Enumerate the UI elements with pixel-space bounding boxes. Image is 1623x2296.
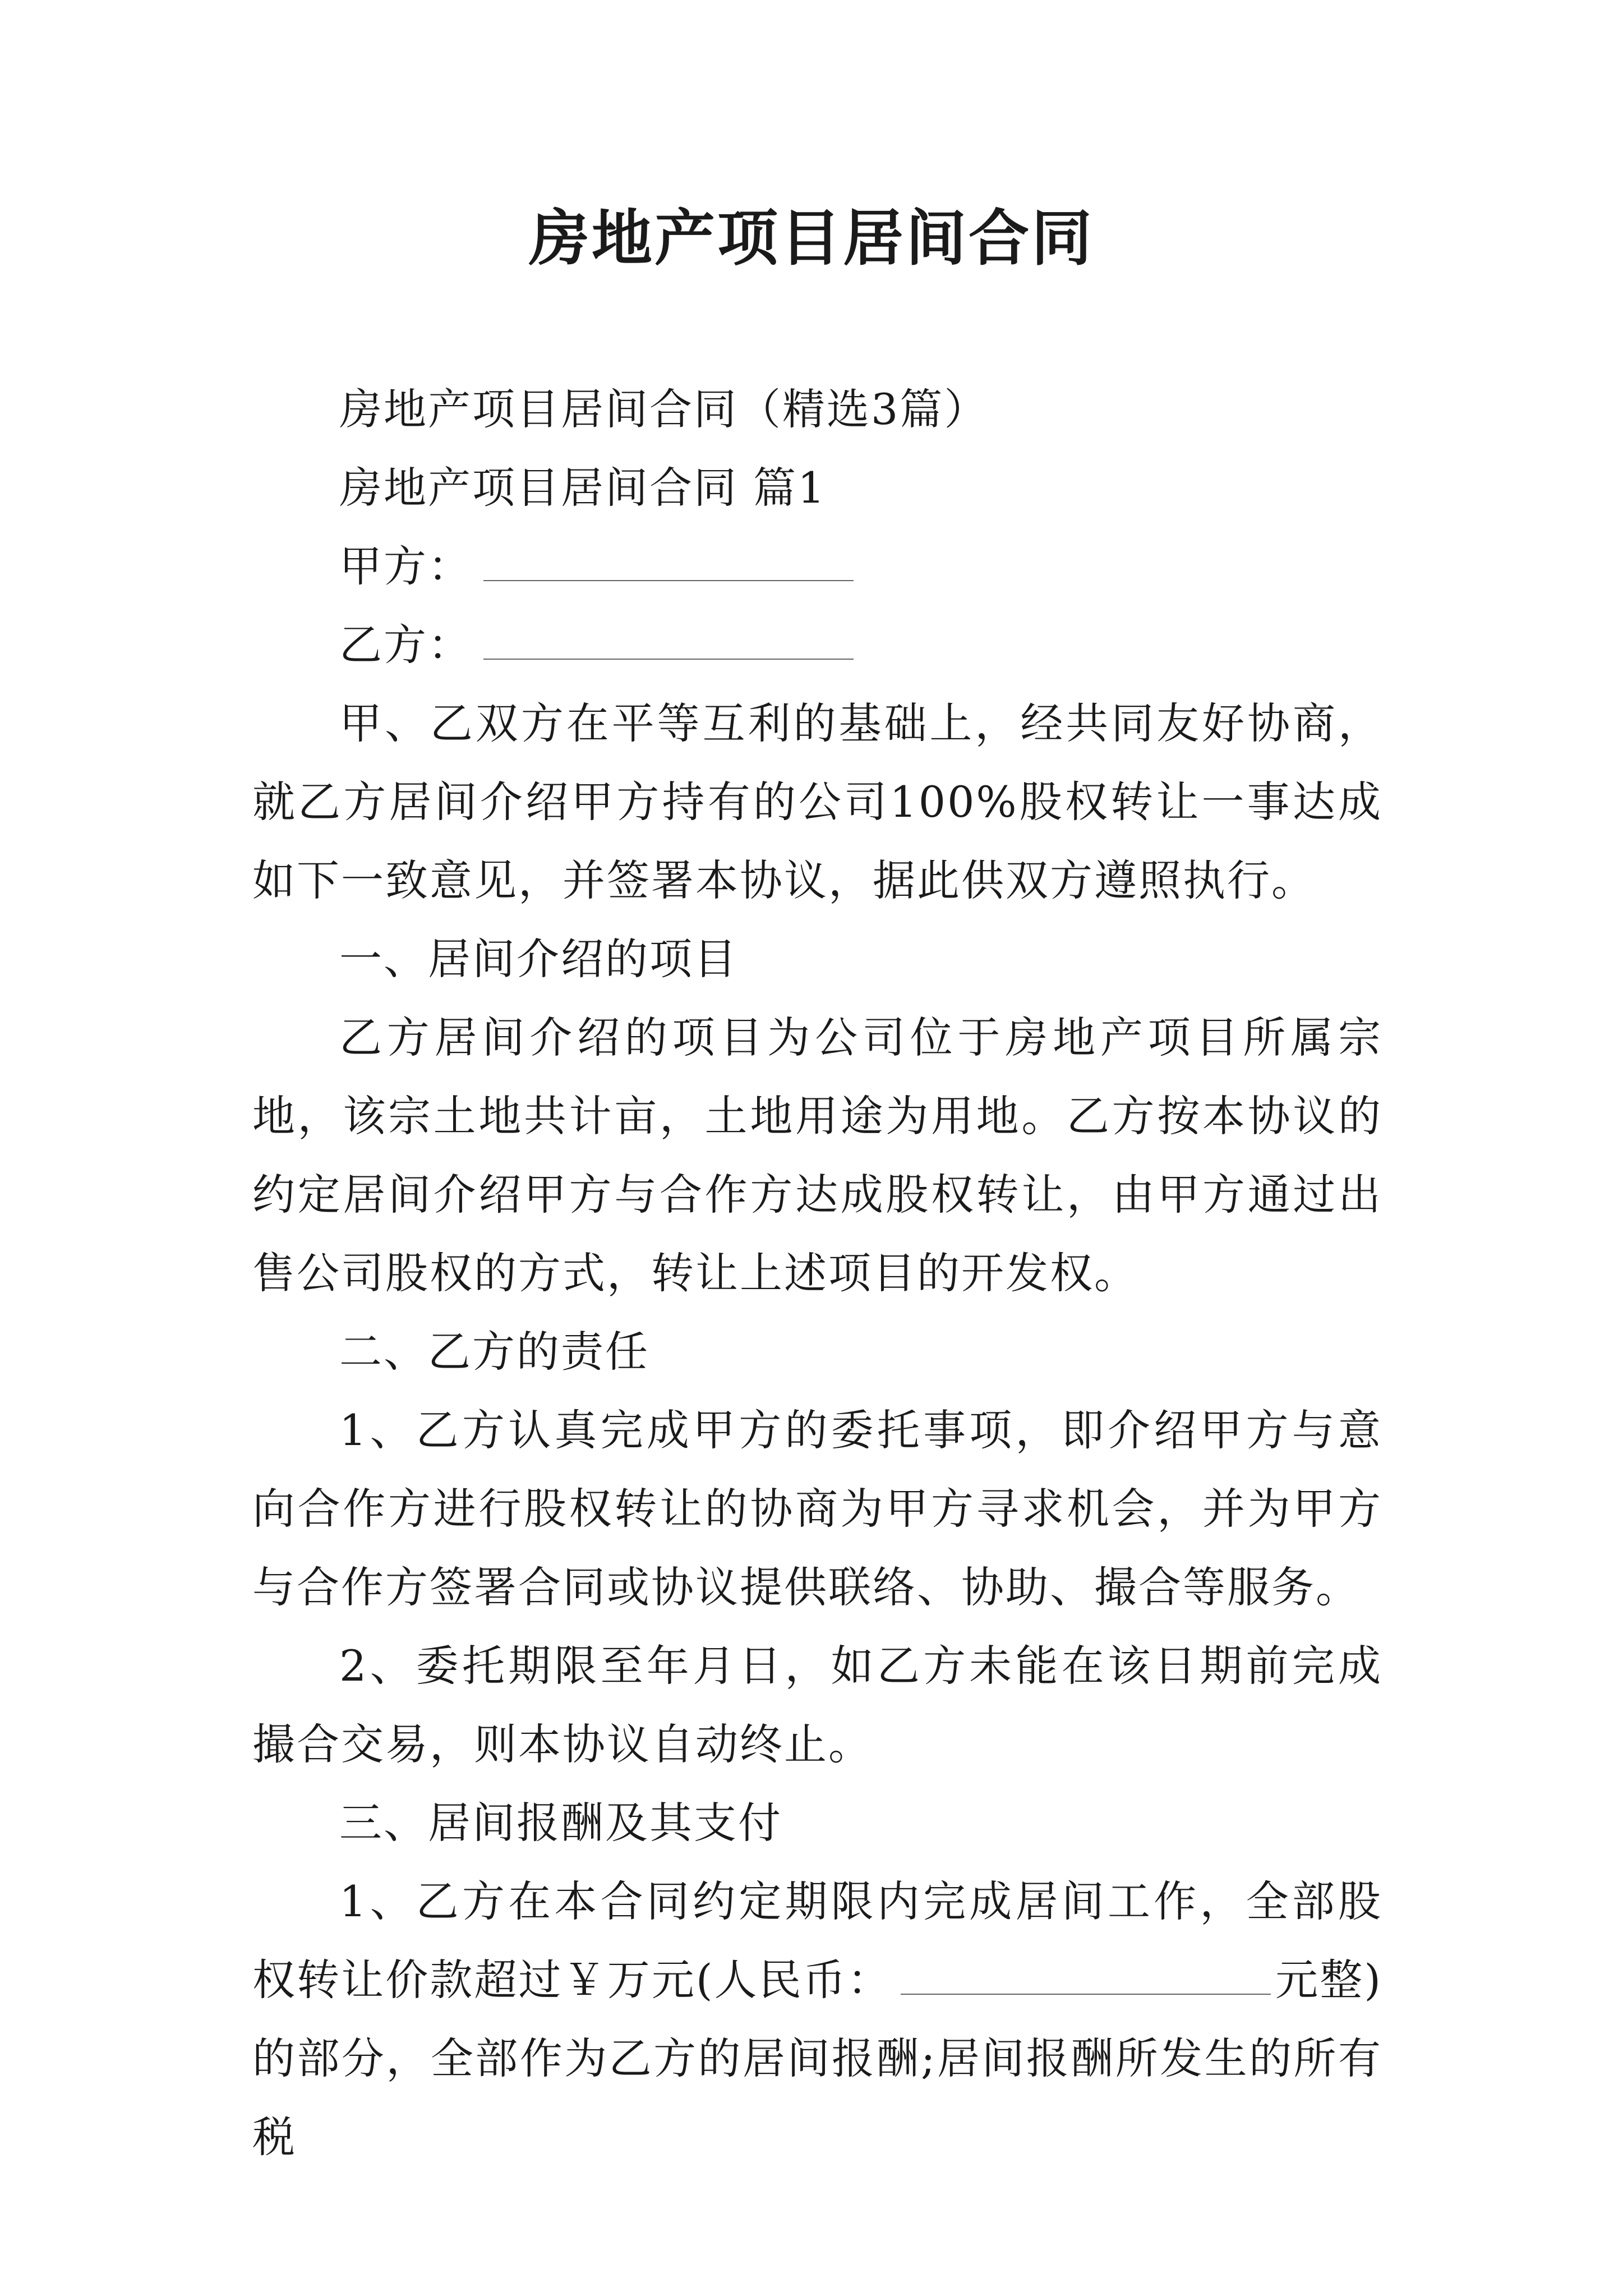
- section-heading-text: 房地产项目居间合同 篇1: [339, 463, 827, 513]
- paragraph-3-1: [252, 1862, 1382, 2177]
- paragraph-2-2: 2、委托期限至年月日，如乙方未能在该日期前完成撮合交易，则本协议自动终止。: [252, 1641, 1382, 1769]
- paragraph-1: 乙方居间介绍的项目为公司位于房地产项目所属宗地，该宗土地共计亩，土地用途为用地。乙方按本协议的约定居间介绍甲方与合作方达成股权转让，由甲方通过出售公司股权的方式，转让上述项目的开发权。: [252, 1013, 1382, 1298]
- paragraph-3-1-end: 元整)的部分，全部作为乙方的居间报酬;居间报酬所发生的所有税: [252, 1955, 1382, 2162]
- heading-3: 三、居间报酬及其支付: [339, 1798, 782, 1848]
- party-a-line: [252, 527, 1382, 606]
- party-b-line: [252, 606, 1382, 684]
- document-title: 房地产项目居间合同: [528, 203, 1094, 274]
- intro-paragraph: 甲、乙双方在平等互利的基础上，经共同友好协商，就乙方居间介绍甲方持有的公司100%股权转让一事达成如下一致意见，并签署本协议，据此供双方遵照执行。: [252, 698, 1382, 905]
- rmb-amount-blank: [901, 1954, 1271, 1995]
- subtitle: [252, 370, 1382, 449]
- party-b-label: 乙方：: [339, 620, 472, 670]
- paragraph-2-1: 1、乙方认真完成甲方的委托事项，即介绍甲方与意向合作方进行股权转让的协商为甲方寻求机会，并为甲方与合作方签署合同或协议提供联络、协助、撮合等服务。: [252, 1405, 1382, 1612]
- subtitle-text: 房地产项目居间合同（精选3篇）: [339, 384, 989, 434]
- heading-2: 二、乙方的责任: [339, 1327, 649, 1377]
- section-heading: [252, 449, 1382, 527]
- heading-1: 一、居间介绍的项目: [339, 934, 738, 984]
- paragraph-3-1-start: 1、乙方在本合同约定期限内完成居间工作，全部股权转让价款超过￥万元(人民币：: [252, 1876, 1382, 2005]
- party-a-label: 甲方：: [339, 541, 472, 591]
- party-b-blank: [483, 619, 854, 660]
- document-body: [252, 370, 1382, 2177]
- party-a-blank: [483, 541, 854, 581]
